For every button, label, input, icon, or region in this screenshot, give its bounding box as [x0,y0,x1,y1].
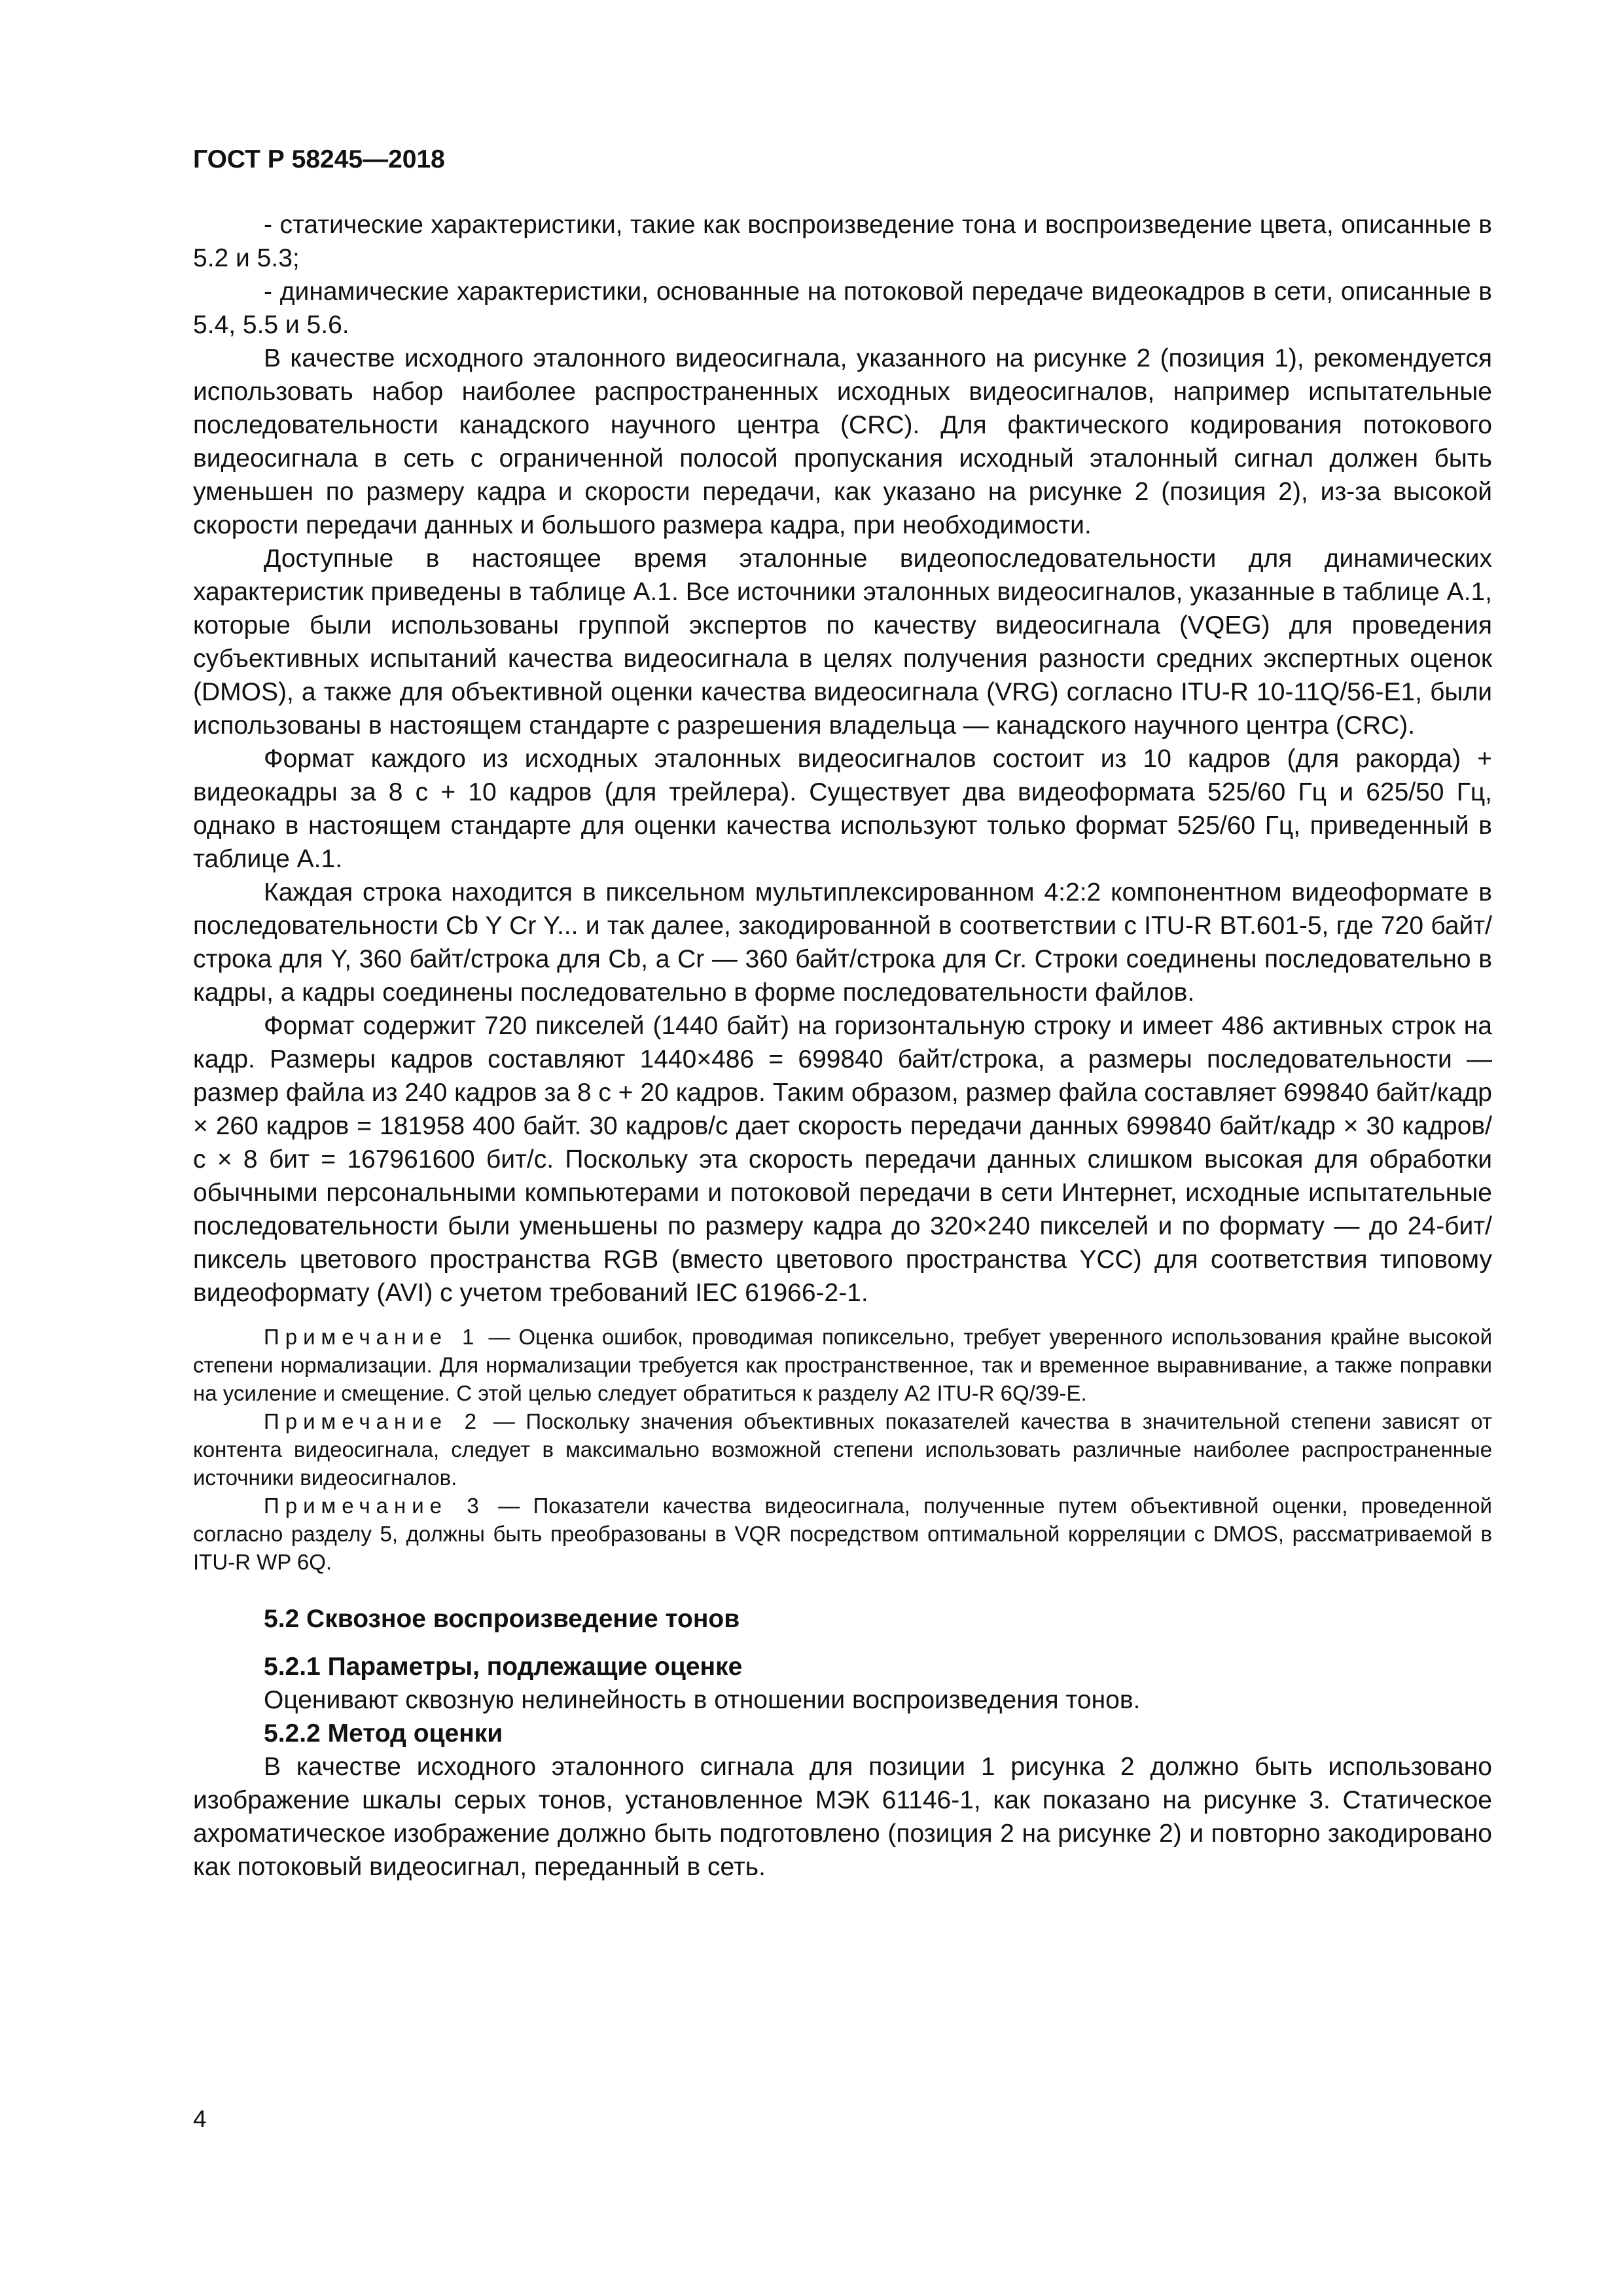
paragraph-5-2-1: Оценивают сквозную нелинейность в отношении воспроизведения тонов. [264,1686,1141,1714]
note-label: Примечание 3 [264,1494,485,1518]
paragraph-signal-format: Формат каждого из исходных эталонных видеосигналов состоит из 10 кадров (для ракорда) + видеокадры за 8 с + 10 кадров (для трейлера). Существует два видеоформата 525/60 Гц и 625/50 Гц, однако в настоящем стандарте для оценки качества используют только формат 525/60 Гц, приведенный в таблице А.1. [193,745,1492,873]
note-label: Примечание 2 [264,1409,483,1433]
note-2 [193,1407,1492,1492]
subsection-heading-5-2-1: 5.2.1 Параметры, подлежащие оценке [264,1653,743,1681]
note-label: Примечание 1 [264,1325,480,1349]
paragraph-dynamic-characteristics: - динамические характеристики, основанные на потоковой передаче видеокадров в сети, описанные в 5.4, 5.5 и 5.6. [193,278,1492,339]
document-page [193,144,1492,1884]
page-number: 4 [193,2106,207,2132]
paragraph-line-format: Каждая строка находится в пиксельном мультиплексированном 4:2:2 компонентном видеоформате в последовательности Cb Y Cr Y... и так далее, закодированной в соответствии с ITU-R BT.601-5, где 720 байт/строка для Y, 360 байт/строка для Cb, а Cr — 360 байт/строка для Cr. Строки соединены последовательно в кадры, а кадры соединены последовательно в форме последовательности файлов. [193,878,1492,1007]
paragraph-static-characteristics: - статические характеристики, такие как воспроизведение тона и воспроизведение цвета, описанные в 5.2 и 5.3; [193,211,1492,272]
note-text: — Оценка ошибок, проводимая попиксельно, требует уверенного использования крайне высокой степени нормализации. Для нормализации требуется как пространственное, так и временное выравнивание, а также поправки на усиление и смещение. С этой целью следует обратиться к разделу А2 ITU-R 6Q/39-E. [193,1325,1492,1405]
section-heading-5-2: 5.2 Сквозное воспроизведение тонов [264,1605,740,1633]
note-1 [193,1323,1492,1407]
note-text: — Показатели качества видеосигнала, полученные путем объективной оценки, проведенной согласно разделу 5, должны быть преобразованы в VQR посредством оптимальной корреляции с DMOS, рассматриваемой в ITU-R WP 6Q. [193,1494,1492,1574]
subsection-heading-5-2-2: 5.2.2 Метод оценки [264,1719,503,1748]
paragraph-reference-signal: В качестве исходного эталонного видеосигнала, указанного на рисунке 2 (позиция 1), рекомендуется использовать набор наиболее распространенных исходных видеосигналов, например испытательные последовательности канадского научного центра (CRC). Для фактического кодирования потокового видеосигнала в сеть с ограниченной полосой пропускания исходный эталонный сигнал должен быть уменьшен по размеру кадра и скорости передачи, как указано на рисунке 2 (позиция 2), из-за высокой скорости передачи данных и большого размера кадра, при необходимости. [193,344,1492,539]
note-text: — Поскольку значения объективных показателей качества в значительной степени зависят от контента видеосигнала, следует в максимально возможной степени использовать различные наиболее распространенные источники видеосигналов. [193,1409,1492,1490]
note-3 [193,1492,1492,1576]
notes-block [193,1323,1492,1576]
paragraph-frame-size: Формат содержит 720 пикселей (1440 байт) на горизонтальную строку и имеет 486 активных строк на кадр. Размеры кадров составляют 1440×486 = 699840 байт/строка, а размеры последовательности — размер файла из 240 кадров за 8 с + 20 кадров. Таким образом, размер файла составляет 699840 байт/кадр × 260 кадров = 181958 400 байт. 30 кадров/с дает скорость передачи данных 699840 байт/кадр × 30 кадров/с × 8 бит = 167961600 бит/с. Поскольку эта скорость передачи данных слишком высокая для обработки обычными персональными компьютерами и потоковой передачи в сети Интернет, исходные испытательные последовательности были уменьшены по размеру кадра до 320×240 пикселей и по формату — до 24-бит/пиксель цветового пространства RGB (вместо цветового пространства YCC) для соответствия типовому видеоформату (AVI) с учетом требований IEC 61966-2-1. [193,1012,1492,1307]
document-header: ГОСТ Р 58245—2018 [193,145,445,173]
paragraph-reference-sequences: Доступные в настоящее время эталонные видеопоследовательности для динамических характеристик приведены в таблице А.1. Все источники эталонных видеосигналов, указанные в таблице А.1, которые были использованы группой экспертов по качеству видеосигнала (VQEG) для проведения субъективных испытаний качества видеосигнала в целях получения разности средних экспертных оценок (DMOS), а также для объективной оценки качества видеосигнала (VRG) согласно ITU-R 10-11Q/56-E1, были использованы в настоящем стандарте с разрешения владельца — канадского научного центра (CRC). [193,545,1492,740]
paragraph-5-2-2: В качестве исходного эталонного сигнала для позиции 1 рисунка 2 должно быть использовано изображение шкалы серых тонов, установленное МЭК 61146-1, как показано на рисунке 3. Статическое ахроматическое изображение должно быть подготовлено (позиция 2 на рисунке 2) и повторно закодировано как потоковый видеосигнал, переданный в сеть. [193,1753,1492,1881]
